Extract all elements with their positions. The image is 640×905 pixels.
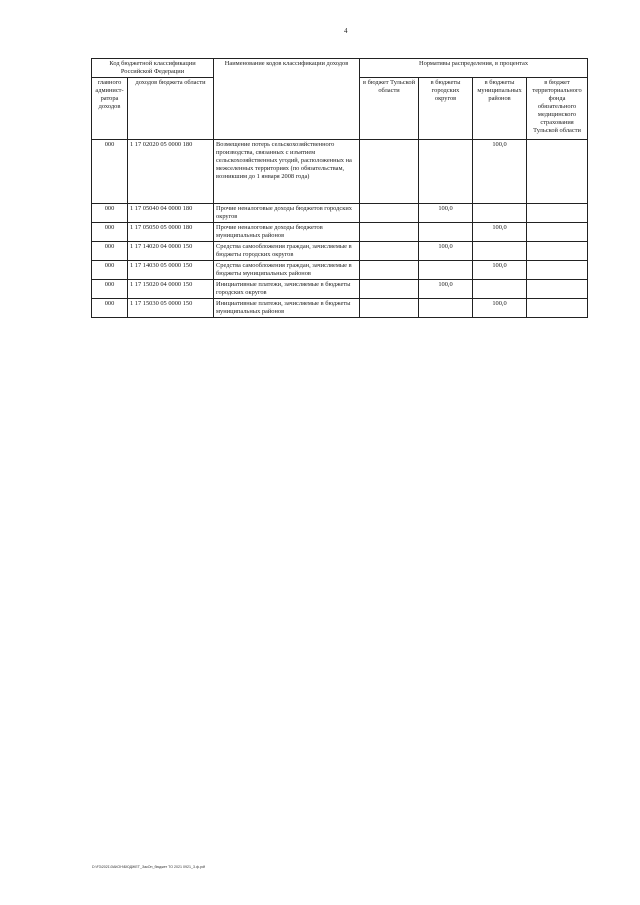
income-code-cell: 1 17 05040 04 0000 180: [128, 204, 214, 223]
admin-code-cell: 000: [92, 242, 128, 261]
classification-code-header: Код бюджетной классификации Российской Федерации: [92, 59, 214, 78]
admin-code-header: главного админист-ратора доходов: [92, 78, 128, 140]
municipal-value-cell: [473, 204, 527, 223]
admin-code-cell: 000: [92, 280, 128, 299]
admin-code-cell: 000: [92, 204, 128, 223]
region-value-cell: [360, 299, 419, 318]
table-row: [92, 242, 588, 261]
income-name-cell: Инициативные платежи, зачисляемые в бюджеты городских округов: [214, 280, 360, 299]
revenue-distribution-table: [91, 58, 588, 318]
income-code-cell: 1 17 15020 04 0000 150: [128, 280, 214, 299]
region-value-cell: [360, 140, 419, 204]
table-row: [92, 140, 588, 204]
income-name-cell: Прочие неналоговые доходы бюджетов городских округов: [214, 204, 360, 223]
municipal-value-cell: 100,0: [473, 299, 527, 318]
city-value-cell: [419, 223, 473, 242]
income-name-cell: Возмещение потерь сельскохозяйственного производства, связанных с изъятием сельскохозяйственных угодий, расположенных на межселенных территориях (по обязательствам, возникшим до 1 января 2008 года): [214, 140, 360, 204]
region-value-cell: [360, 261, 419, 280]
table-row: [92, 299, 588, 318]
income-code-cell: 1 17 05050 05 0000 180: [128, 223, 214, 242]
table-header-row: [92, 59, 588, 78]
city-budget-header: в бюджеты городских округов: [419, 78, 473, 140]
region-value-cell: [360, 242, 419, 261]
admin-code-cell: 000: [92, 223, 128, 242]
fund-value-cell: [527, 242, 588, 261]
city-value-cell: 100,0: [419, 204, 473, 223]
municipal-value-cell: 100,0: [473, 223, 527, 242]
municipal-budget-header: в бюджеты муниципальных районов: [473, 78, 527, 140]
fund-value-cell: [527, 261, 588, 280]
income-name-cell: Прочие неналоговые доходы бюджетов муниципальных районов: [214, 223, 360, 242]
fund-budget-header: в бюджет территориального фонда обязательного медицинского страхования Тульской области: [527, 78, 588, 140]
city-value-cell: [419, 261, 473, 280]
admin-code-cell: 000: [92, 140, 128, 204]
income-name-cell: Средства самообложения граждан, зачисляемые в бюджеты городских округов: [214, 242, 360, 261]
income-code-cell: 1 17 14020 04 0000 150: [128, 242, 214, 261]
income-code-header: доходов бюджета области: [128, 78, 214, 140]
income-name-header: Наименование кодов классификации доходов: [214, 59, 360, 140]
table-row: [92, 261, 588, 280]
table-row: [92, 280, 588, 299]
income-code-cell: 1 17 14030 05 0000 150: [128, 261, 214, 280]
admin-code-cell: 000: [92, 299, 128, 318]
region-value-cell: [360, 280, 419, 299]
city-value-cell: 100,0: [419, 242, 473, 261]
table-row: [92, 223, 588, 242]
municipal-value-cell: 100,0: [473, 140, 527, 204]
municipal-value-cell: [473, 280, 527, 299]
region-value-cell: [360, 204, 419, 223]
fund-value-cell: [527, 140, 588, 204]
fund-value-cell: [527, 223, 588, 242]
municipal-value-cell: 100,0: [473, 261, 527, 280]
file-path-footer: D:\F3\2021\ЗАКОН\БЮДЖЕТ_ЗакОн_бюджет ТО 2021 0921_3.ф.pdf: [92, 865, 205, 869]
fund-value-cell: [527, 299, 588, 318]
page-number: 4: [344, 27, 348, 35]
municipal-value-cell: [473, 242, 527, 261]
income-code-cell: 1 17 15030 05 0000 150: [128, 299, 214, 318]
income-code-cell: 1 17 02020 05 0000 180: [128, 140, 214, 204]
city-value-cell: [419, 299, 473, 318]
region-budget-header: в бюджет Тульской области: [360, 78, 419, 140]
table-row: [92, 204, 588, 223]
income-name-cell: Инициативные платежи, зачисляемые в бюджеты муниципальных районов: [214, 299, 360, 318]
distribution-norms-header: Нормативы распределения, в процентах: [360, 59, 588, 78]
fund-value-cell: [527, 280, 588, 299]
city-value-cell: [419, 140, 473, 204]
region-value-cell: [360, 223, 419, 242]
fund-value-cell: [527, 204, 588, 223]
city-value-cell: 100,0: [419, 280, 473, 299]
admin-code-cell: 000: [92, 261, 128, 280]
income-name-cell: Средства самообложения граждан, зачисляемые в бюджеты муниципальных районов: [214, 261, 360, 280]
